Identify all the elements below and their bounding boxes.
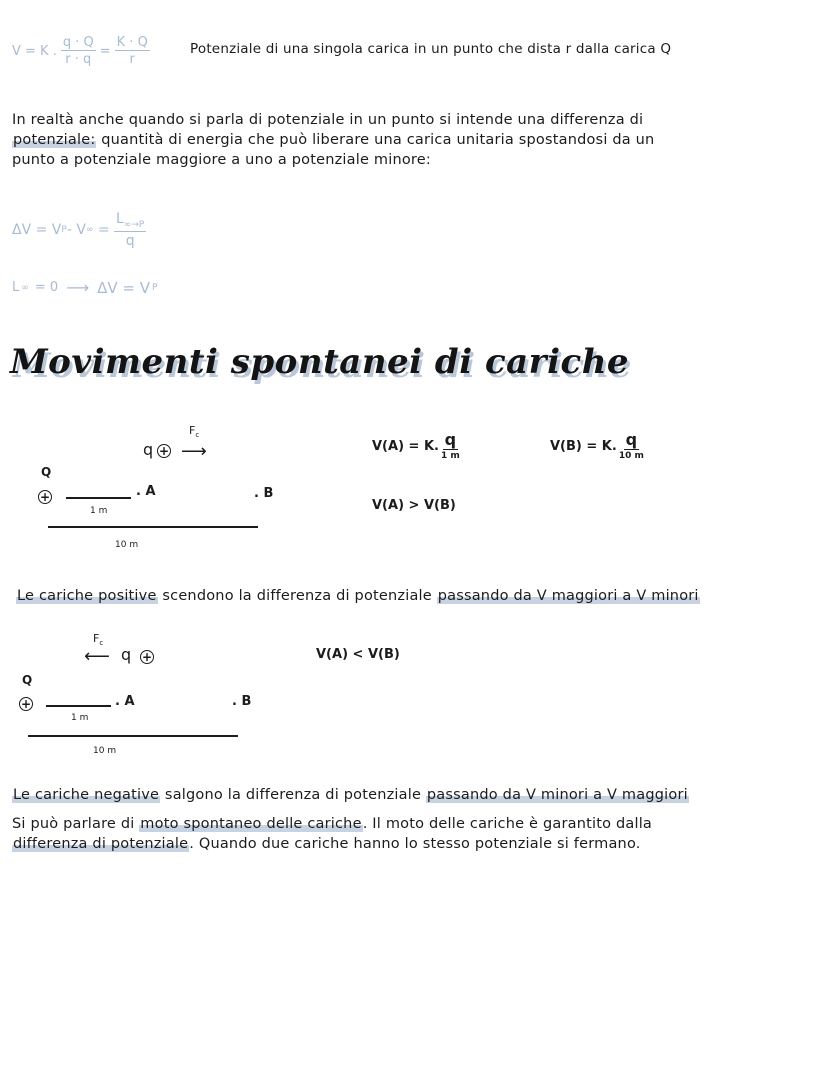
source-charge-positive bbox=[38, 490, 52, 504]
fraction-2-denominator: r bbox=[129, 52, 135, 67]
delta-v-sub-p: P bbox=[61, 224, 67, 235]
point-b-label: . B bbox=[254, 486, 274, 501]
formula-fraction-1 bbox=[61, 36, 96, 66]
equation-vb bbox=[550, 432, 644, 461]
highlight-potenziale: potenziale: bbox=[13, 132, 96, 148]
section-title: Movimenti spontanei di cariche bbox=[10, 342, 630, 382]
test-charge-positive bbox=[157, 444, 171, 458]
point-a-label: . A bbox=[136, 484, 156, 499]
point-a-label-2: . A bbox=[115, 694, 135, 709]
vb-denominator: 10 m bbox=[618, 451, 644, 461]
va-numerator: q bbox=[444, 430, 457, 449]
distance-1m-label-2: 1 m bbox=[71, 713, 89, 723]
paragraph-potential-line-1: In realtà anche quando si parla di potenziale in un punto si intende una differenza di bbox=[12, 112, 644, 128]
fc2-letter: F bbox=[93, 632, 100, 645]
paragraph-potential-line-2 bbox=[12, 131, 654, 149]
distance-10m-label: 10 m bbox=[115, 540, 139, 550]
highlight-positive-charges: Le cariche positive bbox=[17, 588, 157, 604]
va-fraction bbox=[441, 432, 460, 461]
distance-line-10m-2 bbox=[28, 735, 238, 737]
force-arrow-left: ⟵ bbox=[84, 646, 110, 667]
highlight-potential-difference: differenza di potenziale bbox=[13, 836, 189, 852]
test-charge-positive-2 bbox=[140, 650, 154, 664]
source-plus-sign-2: + bbox=[20, 697, 32, 711]
formula-work-zero bbox=[12, 278, 157, 297]
line2-a: Si può parlare di bbox=[12, 816, 140, 832]
paragraph-positive-charges bbox=[16, 587, 700, 605]
delta-v-denominator: q bbox=[125, 232, 135, 249]
distance-10m-label-2: 10 m bbox=[93, 746, 117, 756]
source-charge-label: Q bbox=[41, 465, 52, 479]
force-fc-label bbox=[189, 424, 199, 439]
equation-va bbox=[372, 432, 460, 461]
vp-sub: P bbox=[152, 282, 158, 293]
delta-v-lhs: ΔV = V bbox=[12, 221, 62, 238]
highlight-lower-to-higher: passando da V minori a V maggiori bbox=[426, 787, 688, 803]
highlight-negative-charges: Le cariche negative bbox=[13, 787, 160, 803]
paragraph-potential-line-3: punto a potenziale maggiore a uno a potenziale minore: bbox=[12, 152, 431, 168]
distance-1m-label: 1 m bbox=[90, 506, 108, 516]
delta-v-fraction bbox=[114, 212, 146, 248]
highlight-higher-to-lower: passando da V maggiori a V minori bbox=[437, 588, 699, 604]
fc-letter: F bbox=[189, 424, 196, 437]
vb-fraction bbox=[619, 432, 644, 461]
delta-v-vp: ΔV = V bbox=[97, 278, 151, 297]
va-denominator: 1 m bbox=[440, 451, 460, 461]
source-plus-sign: + bbox=[39, 490, 51, 504]
line-2-rest: quantità di energia che può liberare una carica unitaria spostandosi da un bbox=[96, 132, 655, 148]
work-symbol: L bbox=[116, 211, 124, 227]
paragraph-negative-charges-line-1 bbox=[12, 786, 689, 804]
fraction-1-denominator: r · q bbox=[65, 52, 92, 67]
distance-line-1m bbox=[66, 497, 131, 499]
force-fc-label-2 bbox=[93, 632, 103, 647]
positive-mid: scendono la differenza di potenziale bbox=[157, 588, 437, 604]
paragraph-negative-charges-line-2 bbox=[12, 815, 652, 833]
formula-fraction-2 bbox=[115, 36, 150, 66]
paragraph-negative-charges-line-3 bbox=[12, 835, 641, 853]
delta-v-sub-inf: ∞ bbox=[85, 224, 94, 235]
work-sub-inf: ∞ bbox=[21, 282, 29, 293]
work-subscript: ∞→P bbox=[123, 219, 145, 230]
fc2-subscript: c bbox=[99, 639, 104, 648]
work-zero: = 0 bbox=[30, 280, 59, 295]
plus-sign-2: + bbox=[141, 650, 153, 664]
va-lhs: V(A) = K. bbox=[372, 439, 439, 454]
formula-delta-v bbox=[12, 212, 146, 248]
comparison-2: V(A) < V(B) bbox=[316, 647, 400, 662]
distance-line-1m-2 bbox=[46, 705, 111, 707]
vb-numerator: q bbox=[625, 430, 638, 449]
vb-lhs: V(B) = K. bbox=[550, 439, 617, 454]
highlight-spontaneous-motion: moto spontaneo delle cariche bbox=[140, 816, 362, 832]
comparison-1: V(A) > V(B) bbox=[372, 498, 456, 513]
charge-q-label: q bbox=[143, 440, 154, 459]
charge-q-label-2: q bbox=[121, 645, 132, 664]
work-l: L bbox=[12, 280, 20, 295]
implies-arrow: ⟶ bbox=[66, 278, 90, 297]
distance-line-10m bbox=[48, 526, 258, 528]
formula-equals: = bbox=[99, 43, 111, 59]
source-charge-positive-2 bbox=[19, 697, 33, 711]
force-arrow-right: ⟶ bbox=[181, 441, 207, 462]
fraction-2-numerator: K · Q bbox=[116, 35, 148, 50]
delta-v-minus: - V bbox=[66, 221, 86, 238]
formula-potential-single-charge bbox=[12, 36, 150, 66]
negative-mid: salgono la differenza di potenziale bbox=[160, 787, 426, 803]
point-b-label-2: . B bbox=[232, 694, 252, 709]
line3-b: . Quando due cariche hanno lo stesso potenziale si fermano. bbox=[189, 836, 641, 852]
formula-lhs: V = K . bbox=[12, 43, 57, 59]
delta-v-equals: = bbox=[93, 221, 115, 238]
formula-description: Potenziale di una singola carica in un punto che dista r dalla carica Q bbox=[190, 41, 672, 57]
source-charge-label-2: Q bbox=[22, 673, 33, 687]
fc-subscript: c bbox=[195, 431, 200, 440]
line2-b: . Il moto delle cariche è garantito dalla bbox=[362, 816, 653, 832]
delta-v-numerator bbox=[114, 212, 146, 232]
plus-sign: + bbox=[158, 444, 170, 458]
fraction-1-numerator: q · Q bbox=[62, 35, 94, 50]
